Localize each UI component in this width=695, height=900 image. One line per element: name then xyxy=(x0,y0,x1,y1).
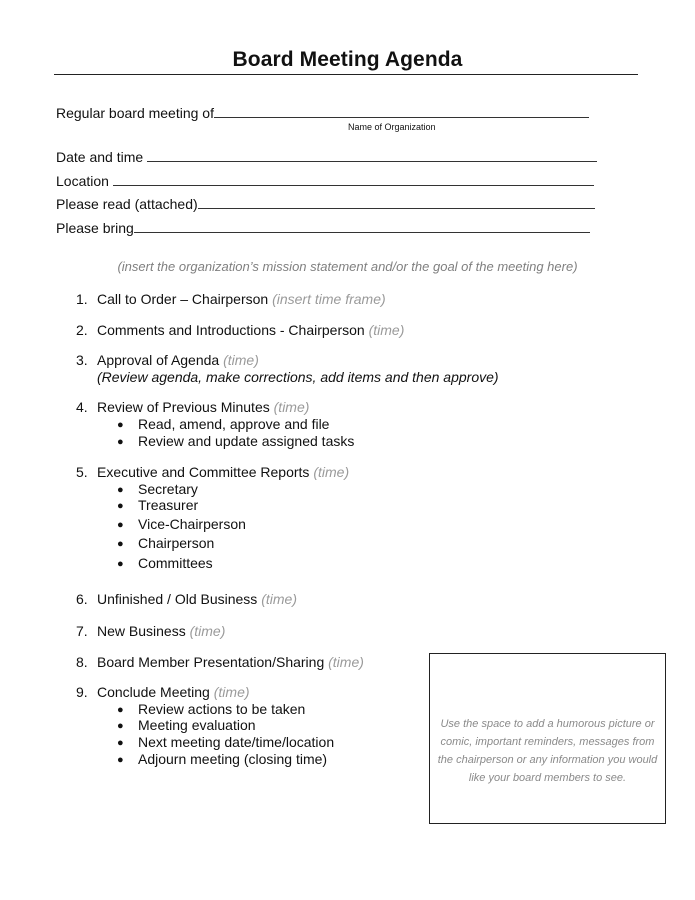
organization-field xyxy=(56,105,589,121)
bring-line[interactable] xyxy=(134,220,590,233)
page-title: Board Meeting Agenda xyxy=(232,48,463,71)
item-number: 1. xyxy=(76,291,88,307)
item-time: (time) xyxy=(368,322,405,338)
bullet-text: Review and update assigned tasks xyxy=(138,433,355,449)
bullet-icon: ● xyxy=(117,558,124,570)
location-field xyxy=(56,173,594,189)
agenda-item xyxy=(76,684,250,700)
item-number: 2. xyxy=(76,322,88,338)
item-number: 7. xyxy=(76,623,88,639)
bullet-icon: ● xyxy=(117,720,124,732)
item-time: (time) xyxy=(213,684,250,700)
bullet-text: Meeting evaluation xyxy=(138,717,256,733)
bullet-text: Chairperson xyxy=(138,535,215,551)
item-label: New Business xyxy=(97,623,186,639)
read-line[interactable] xyxy=(198,196,595,209)
item-time: (time) xyxy=(261,591,297,607)
bullet-item xyxy=(117,497,198,513)
agenda-item xyxy=(76,352,259,368)
organization-label: Regular board meeting of xyxy=(56,105,214,121)
title-rule xyxy=(54,74,638,75)
datetime-line[interactable] xyxy=(147,149,597,162)
bullet-icon: ● xyxy=(117,754,124,766)
bullet-item xyxy=(117,516,246,532)
organization-line[interactable] xyxy=(214,105,589,118)
bullet-item xyxy=(117,751,327,767)
bullet-text: Read, amend, approve and file xyxy=(138,416,330,432)
bullet-item xyxy=(117,481,198,497)
item-note: (Review agenda, make corrections, add items and then approve) xyxy=(97,369,499,385)
item-time: (time) xyxy=(313,464,350,480)
organization-caption: Name of Organization xyxy=(348,122,436,132)
item-number: 8. xyxy=(76,654,88,670)
bullet-icon: ● xyxy=(117,704,124,716)
agenda-item xyxy=(76,291,386,307)
bullet-icon: ● xyxy=(117,538,124,550)
location-line[interactable] xyxy=(113,173,594,186)
notes-box-text: Use the space to add a humorous picture or comic, important reminders, messages from the chairperson or any information you would like your board members to see. xyxy=(437,718,658,784)
datetime-field xyxy=(56,149,597,165)
read-field xyxy=(56,196,595,212)
agenda-item xyxy=(76,399,309,415)
bullet-text: Adjourn meeting (closing time) xyxy=(138,751,328,767)
bullet-text: Next meeting date/time/location xyxy=(138,734,335,750)
bullet-item xyxy=(117,555,213,571)
item-time: (time) xyxy=(273,399,310,415)
item-time: (time) xyxy=(328,654,364,670)
bullet-item xyxy=(117,717,256,733)
bullet-item xyxy=(117,734,334,750)
bullet-item xyxy=(117,433,354,449)
item-label: Comments and Introductions - Chairperson xyxy=(97,322,365,338)
item-number: 6. xyxy=(76,591,88,607)
bullet-text: Treasurer xyxy=(138,497,199,513)
bullet-icon: ● xyxy=(117,519,124,531)
notes-box[interactable] xyxy=(429,653,666,824)
bullet-text: Review actions to be taken xyxy=(138,701,306,717)
item-label: Review of Previous Minutes xyxy=(97,399,270,415)
bullet-icon: ● xyxy=(117,737,124,749)
bullet-item xyxy=(117,701,305,717)
item-label: Executive and Committee Reports xyxy=(97,464,310,480)
bullet-icon: ● xyxy=(117,500,124,512)
bullet-icon: ● xyxy=(117,436,124,448)
item-time: (time) xyxy=(223,352,259,368)
datetime-label: Date and time xyxy=(56,149,144,165)
agenda-item xyxy=(76,464,349,480)
agenda-item xyxy=(76,623,225,639)
bullet-item xyxy=(117,416,329,432)
bullet-icon: ● xyxy=(117,419,124,431)
bullet-text: Secretary xyxy=(138,481,198,497)
item-label: Unfinished / Old Business xyxy=(97,591,258,607)
item-number: 3. xyxy=(76,352,88,368)
bring-field xyxy=(56,220,590,236)
bring-label: Please bring xyxy=(56,220,134,236)
item-number: 9. xyxy=(76,684,88,700)
location-label: Location xyxy=(56,173,109,189)
bullet-icon: ● xyxy=(117,484,124,496)
bullet-text: Committees xyxy=(138,555,213,571)
item-label: Conclude Meeting xyxy=(97,684,210,700)
agenda-item xyxy=(76,654,364,670)
read-label: Please read (attached) xyxy=(56,196,198,212)
item-time: (insert time frame) xyxy=(272,291,386,307)
bullet-item xyxy=(117,535,214,551)
agenda-item xyxy=(76,591,297,607)
item-label: Board Member Presentation/Sharing xyxy=(97,654,325,670)
item-time: (time) xyxy=(189,623,226,639)
item-number: 5. xyxy=(76,464,88,480)
item-number: 4. xyxy=(76,399,88,415)
item-label: Call to Order – Chairperson xyxy=(97,291,269,307)
mission-statement: (insert the organization’s mission statement and/or the goal of the meeting here) xyxy=(117,259,578,274)
item-label: Approval of Agenda xyxy=(97,352,220,368)
agenda-item xyxy=(76,322,404,338)
bullet-text: Vice-Chairperson xyxy=(138,516,246,532)
